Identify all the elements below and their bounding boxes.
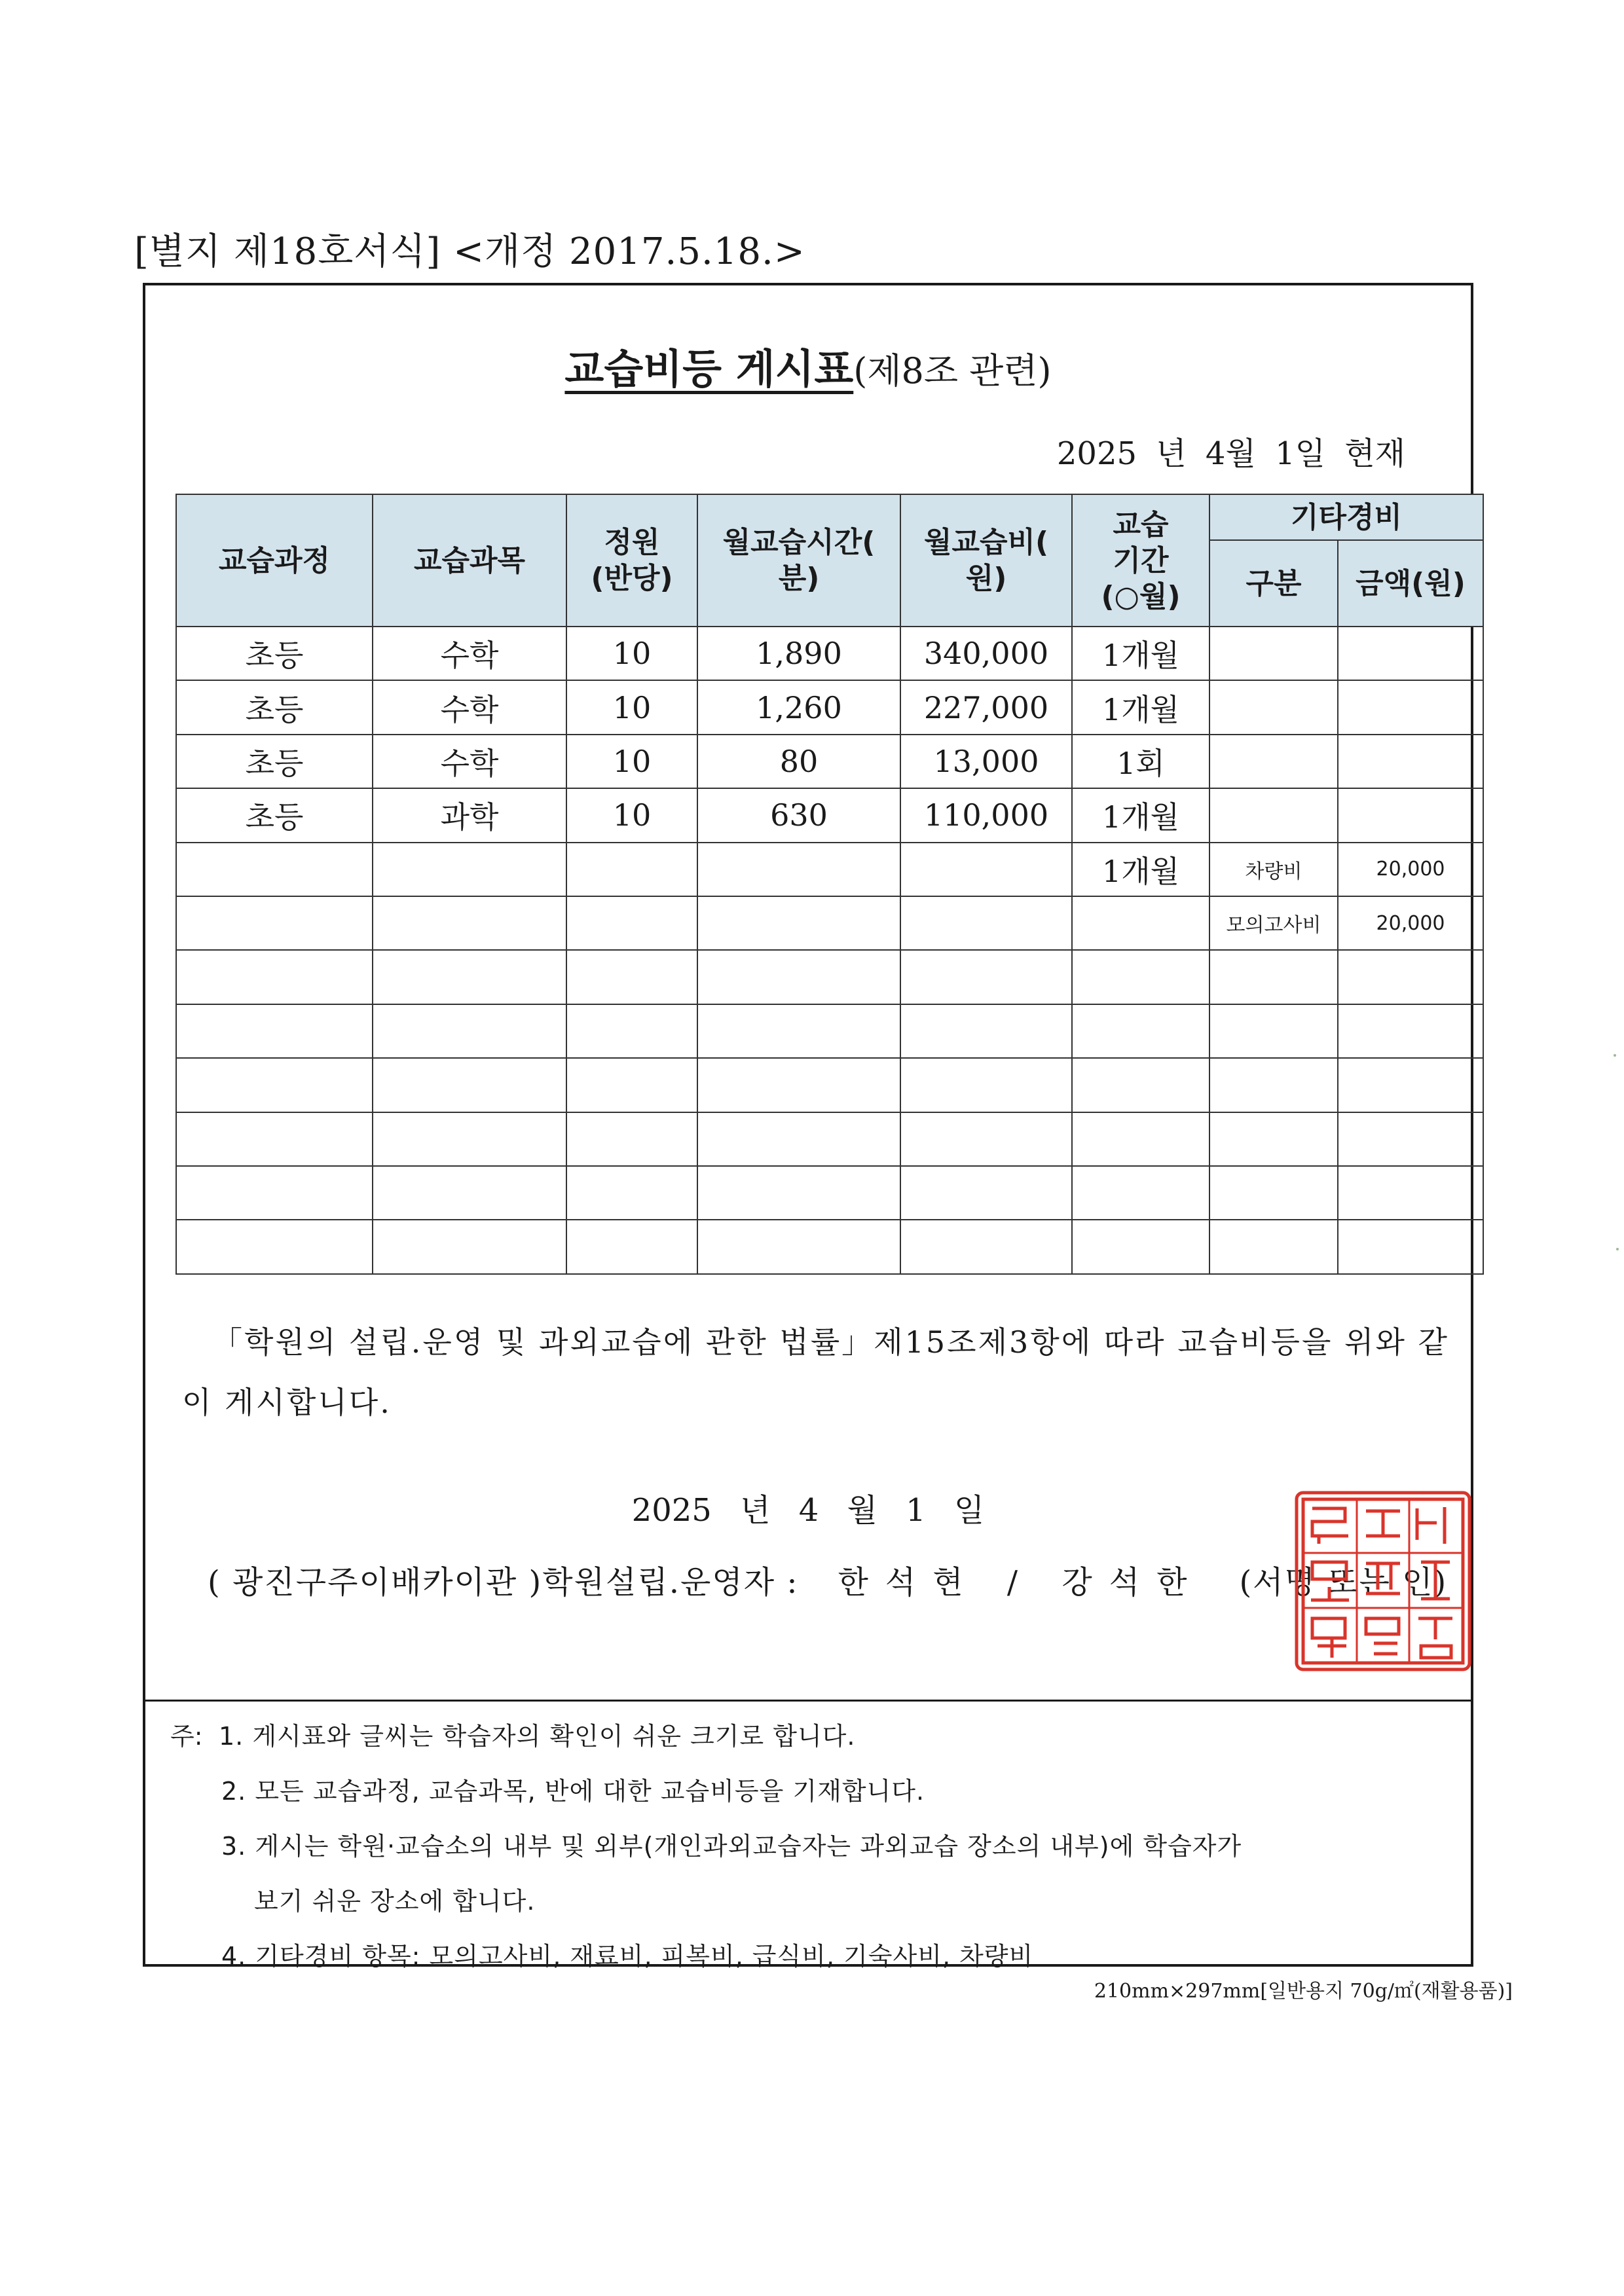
title-sub: (제8조 관련) xyxy=(853,350,1052,392)
official-seal xyxy=(1293,1489,1473,1673)
capacity-cell xyxy=(566,1004,697,1058)
capacity-cell: 10 xyxy=(566,788,697,842)
fee-cell: 227,000 xyxy=(900,680,1072,734)
hours-cell: 630 xyxy=(697,788,900,842)
course-cell: 초등 xyxy=(176,788,373,842)
notice-text: 「학원의 설립.운영 및 과외교습에 관한 법률」제15조제3항에 따라 교습비등을 위와 같이 게시합니다. xyxy=(182,1324,1449,1420)
signature-label: (서명 또는 인) xyxy=(1239,1564,1448,1601)
operator-line xyxy=(208,1557,1447,1602)
other-type-cell xyxy=(1209,1166,1338,1220)
other-amount-cell: 20,000 xyxy=(1338,896,1483,950)
hours-cell xyxy=(697,1112,900,1166)
other-type-cell xyxy=(1209,1220,1338,1273)
operator-names: 한석현 / 강석한 xyxy=(838,1564,1204,1601)
capacity-cell xyxy=(566,896,697,950)
hours-cell xyxy=(697,896,900,950)
table-row xyxy=(176,896,1483,950)
other-type-cell: 모의고사비 xyxy=(1209,896,1338,950)
table-row xyxy=(176,680,1483,734)
other-type-cell xyxy=(1209,1112,1338,1166)
capacity-cell xyxy=(566,1058,697,1112)
hours-cell xyxy=(697,1220,900,1273)
header-monthly-hours: 월교습시간( 분) xyxy=(697,494,900,627)
table-row xyxy=(176,1004,1483,1058)
other-type-cell xyxy=(1209,1058,1338,1112)
form-reference: [별지 제18호서식] <개정 2017.5.18.> xyxy=(134,230,805,273)
other-amount-cell xyxy=(1338,627,1483,680)
hours-cell: 1,890 xyxy=(697,627,900,680)
fee-cell xyxy=(900,1166,1072,1220)
other-type-cell xyxy=(1209,950,1338,1004)
header-other-type: 구분 xyxy=(1209,540,1338,627)
course-cell xyxy=(176,843,373,896)
fee-cell xyxy=(900,1220,1072,1273)
fee-cell: 110,000 xyxy=(900,788,1072,842)
other-amount-cell xyxy=(1338,1058,1483,1112)
fee-cell xyxy=(900,1112,1072,1166)
footnote-item: 2. 모든 교습과정, 교습과목, 반에 대한 교습비등을 기재합니다. xyxy=(221,1777,925,1806)
subject-cell: 수학 xyxy=(373,680,566,734)
subject-cell xyxy=(373,1220,566,1273)
other-amount-cell xyxy=(1338,1112,1483,1166)
subject-cell xyxy=(373,1166,566,1220)
period-cell xyxy=(1072,1166,1209,1220)
as-of-date: 2025 년 4월 1일 현재 xyxy=(1056,435,1405,472)
fee-cell xyxy=(900,950,1072,1004)
header-other-amount: 금액(원) xyxy=(1338,540,1483,627)
table-row xyxy=(176,1166,1483,1220)
other-amount-cell xyxy=(1338,1166,1483,1220)
fee-cell xyxy=(900,843,1072,896)
table-row xyxy=(176,1058,1483,1112)
footnote-item: 3. 게시는 학원·교습소의 내부 및 외부(개인과외교습자는 과외교습 장소의 내부)에 학습자가 xyxy=(221,1832,1242,1861)
course-cell: 초등 xyxy=(176,627,373,680)
subject-cell xyxy=(373,843,566,896)
course-cell xyxy=(176,950,373,1004)
capacity-cell xyxy=(566,1112,697,1166)
other-amount-cell xyxy=(1338,950,1483,1004)
header-course: 교습과정 xyxy=(176,494,373,627)
other-type-cell xyxy=(1209,788,1338,842)
period-cell: 1개월 xyxy=(1072,680,1209,734)
other-amount-cell xyxy=(1338,735,1483,788)
scan-speck xyxy=(1616,1248,1619,1250)
other-type-cell xyxy=(1209,735,1338,788)
course-cell xyxy=(176,1220,373,1273)
subject-cell xyxy=(373,896,566,950)
hours-cell: 1,260 xyxy=(697,680,900,734)
other-amount-cell xyxy=(1338,680,1483,734)
table-row xyxy=(176,1220,1483,1273)
period-cell: 1회 xyxy=(1072,735,1209,788)
table-row xyxy=(176,950,1483,1004)
subject-cell xyxy=(373,1004,566,1058)
other-type-cell xyxy=(1209,680,1338,734)
paper-spec: 210mm×297mm[일반용지 70g/㎡(재활용품)] xyxy=(1094,1980,1513,2003)
footnote-item: 4. 기타경비 항목: 모의고사비, 재료비, 피복비, 급식비, 기숙사비, 차량비 xyxy=(221,1942,1034,1971)
footnote-item-continued: 보기 쉬운 장소에 합니다. xyxy=(254,1887,536,1916)
other-type-cell xyxy=(1209,627,1338,680)
academy-name: ( 광진구주이배카이관 )학원설립.운영자 : xyxy=(208,1564,799,1601)
period-cell xyxy=(1072,1220,1209,1273)
table-row xyxy=(176,1112,1483,1166)
fee-notice-form xyxy=(143,283,1473,1971)
other-amount-cell xyxy=(1338,1220,1483,1273)
scan-speck xyxy=(1614,1054,1616,1057)
footnotes-label: 주: xyxy=(170,1722,203,1751)
other-type-cell: 차량비 xyxy=(1209,843,1338,896)
course-cell xyxy=(176,1166,373,1220)
course-cell xyxy=(176,896,373,950)
fee-cell: 340,000 xyxy=(900,627,1072,680)
period-cell xyxy=(1072,896,1209,950)
fee-cell xyxy=(900,1004,1072,1058)
footnote-item: 1. 게시표와 글씨는 학습자의 확인이 쉬운 크기로 합니다. xyxy=(219,1722,856,1751)
header-period: 교습 기간 (○월) xyxy=(1072,494,1209,627)
course-cell xyxy=(176,1058,373,1112)
period-cell: 1개월 xyxy=(1072,627,1209,680)
header-capacity: 정원 (반당) xyxy=(566,494,697,627)
other-amount-cell: 20,000 xyxy=(1338,843,1483,896)
course-cell: 초등 xyxy=(176,680,373,734)
subject-cell xyxy=(373,1112,566,1166)
hours-cell: 80 xyxy=(697,735,900,788)
subject-cell: 수학 xyxy=(373,627,566,680)
subject-cell xyxy=(373,950,566,1004)
issue-date: 2025 년 4 월 1 일 xyxy=(631,1492,985,1529)
fee-cell xyxy=(900,896,1072,950)
table-row xyxy=(176,627,1483,680)
period-cell xyxy=(1072,1112,1209,1166)
header-monthly-fee: 월교습비( 원) xyxy=(900,494,1072,627)
table-row xyxy=(176,788,1483,842)
course-cell xyxy=(176,1112,373,1166)
title-main: 교습비등 게시표 xyxy=(564,345,854,393)
header-subject: 교습과목 xyxy=(373,494,566,627)
subject-cell: 과학 xyxy=(373,788,566,842)
hours-cell xyxy=(697,950,900,1004)
capacity-cell: 10 xyxy=(566,627,697,680)
footnotes xyxy=(145,1700,1471,1971)
period-cell xyxy=(1072,1004,1209,1058)
capacity-cell xyxy=(566,1166,697,1220)
table-row xyxy=(176,735,1483,788)
fee-cell: 13,000 xyxy=(900,735,1072,788)
fee-cell xyxy=(900,1058,1072,1112)
hours-cell xyxy=(697,1058,900,1112)
other-amount-cell xyxy=(1338,788,1483,842)
period-cell xyxy=(1072,950,1209,1004)
hours-cell xyxy=(697,843,900,896)
period-cell: 1개월 xyxy=(1072,788,1209,842)
other-type-cell xyxy=(1209,1004,1338,1058)
header-other-expenses: 기타경비 xyxy=(1209,494,1483,540)
capacity-cell xyxy=(566,1220,697,1273)
table-row xyxy=(176,843,1483,896)
course-cell: 초등 xyxy=(176,735,373,788)
other-amount-cell xyxy=(1338,1004,1483,1058)
capacity-cell xyxy=(566,950,697,1004)
subject-cell xyxy=(373,1058,566,1112)
subject-cell: 수학 xyxy=(373,735,566,788)
capacity-cell: 10 xyxy=(566,735,697,788)
course-cell xyxy=(176,1004,373,1058)
period-cell xyxy=(1072,1058,1209,1112)
page-title xyxy=(145,337,1471,395)
period-cell: 1개월 xyxy=(1072,843,1209,896)
hours-cell xyxy=(697,1004,900,1058)
hours-cell xyxy=(697,1166,900,1220)
fee-table xyxy=(175,494,1484,1275)
capacity-cell: 10 xyxy=(566,680,697,734)
capacity-cell xyxy=(566,843,697,896)
